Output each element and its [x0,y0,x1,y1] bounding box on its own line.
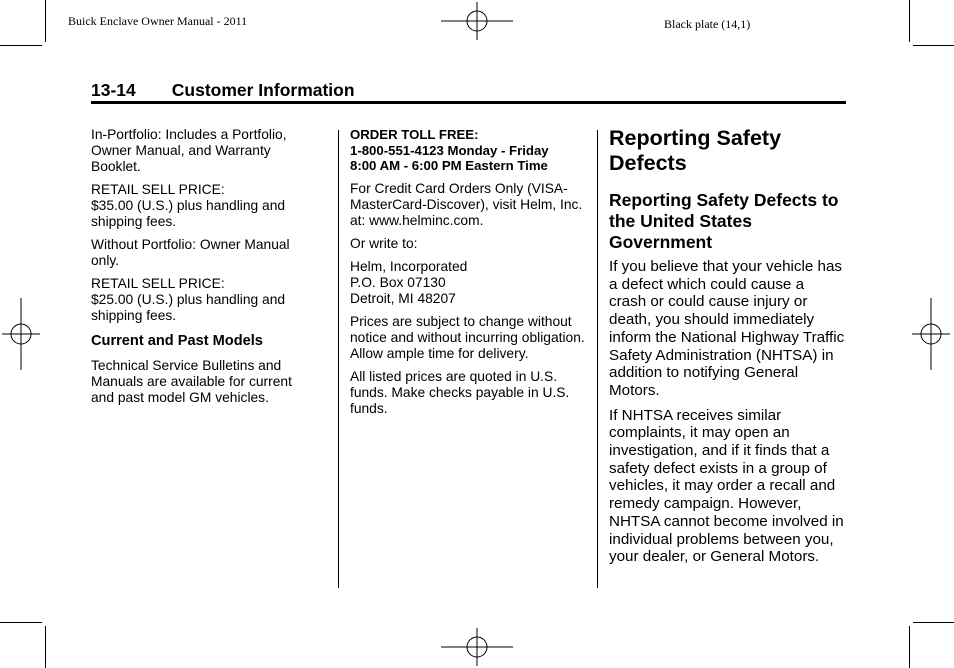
subsection-heading: Reporting Safety Defects to the United States Government [609,190,839,252]
plate-label: Black plate (14,1) [664,17,751,31]
crop-mark-top-right-v [909,0,910,42]
crop-mark-top-left-h [0,45,42,46]
registration-mark-icon [2,298,40,370]
order-info: ORDER TOLL FREE: 1-800-551-4123 Monday - Friday 8:00 AM - 6:00 PM Eastern Time [350,127,549,173]
section-title: Customer Information [171,80,355,100]
registration-mark-icon [441,628,513,666]
paragraph: For Credit Card Orders Only (VISA-MasterCard-Discover), visit Helm, Inc. at: www.helminc.com. [350,180,583,228]
page-number: 13-14 [91,80,136,100]
crop-mark-top-left-v [45,0,46,42]
crop-mark-bottom-left-h [0,622,42,623]
paragraph: If NHTSA receives similar complaints, it may open an investigation, and if it finds that a safety defect exists in a group of vehicles, it may order a recall and remedy campaign. However, NHTSA cannot become involved in individual problems between you, your dealer, or General Motors. [609,406,844,566]
column-1 [91,127,317,413]
subheading: Current and Past Models [91,333,263,349]
column-divider-1 [338,130,339,588]
registration-mark-icon [441,2,513,40]
paragraph: RETAIL SELL PRICE: $25.00 (U.S.) plus handling and shipping fees. [91,276,286,323]
crop-mark-bottom-left-v [45,626,46,668]
page-heading [91,80,355,101]
paragraph: Prices are subject to change without notice and without incurring obligation. Allow ample time for delivery. [350,313,585,361]
paragraph: All listed prices are quoted in U.S. funds. Make checks payable in U.S. funds. [350,368,570,416]
paragraph: Or write to: [350,235,418,251]
paragraph: Technical Service Bulletins and Manuals are available for current and past model GM vehicles. [91,358,292,405]
section-heading: Reporting Safety Defects [609,126,782,175]
address: Helm, Incorporated P.O. Box 07130 Detroit, MI 48207 [350,258,468,306]
column-3 [609,126,845,573]
crop-mark-bottom-right-h [913,622,954,623]
heading-rule [91,101,846,104]
paragraph: If you believe that your vehicle has a defect which could cause a crash or could cause injury or death, you should immediately inform the National Highway Traffic Safety Administration (NHTSA) in addition to notifying General Motors. [609,258,845,399]
paragraph: In-Portfolio: Includes a Portfolio, Owner Manual, and Warranty Booklet. [91,127,287,174]
crop-mark-bottom-right-v [909,626,910,668]
manual-title: Buick Enclave Owner Manual - 2011 [68,14,248,28]
crop-mark-top-right-h [913,45,954,46]
column-2 [350,127,590,424]
paragraph: Without Portfolio: Owner Manual only. [91,237,290,268]
column-divider-2 [597,130,598,588]
paragraph: RETAIL SELL PRICE: $35.00 (U.S.) plus handling and shipping fees. [91,182,286,229]
registration-mark-icon [912,298,950,370]
